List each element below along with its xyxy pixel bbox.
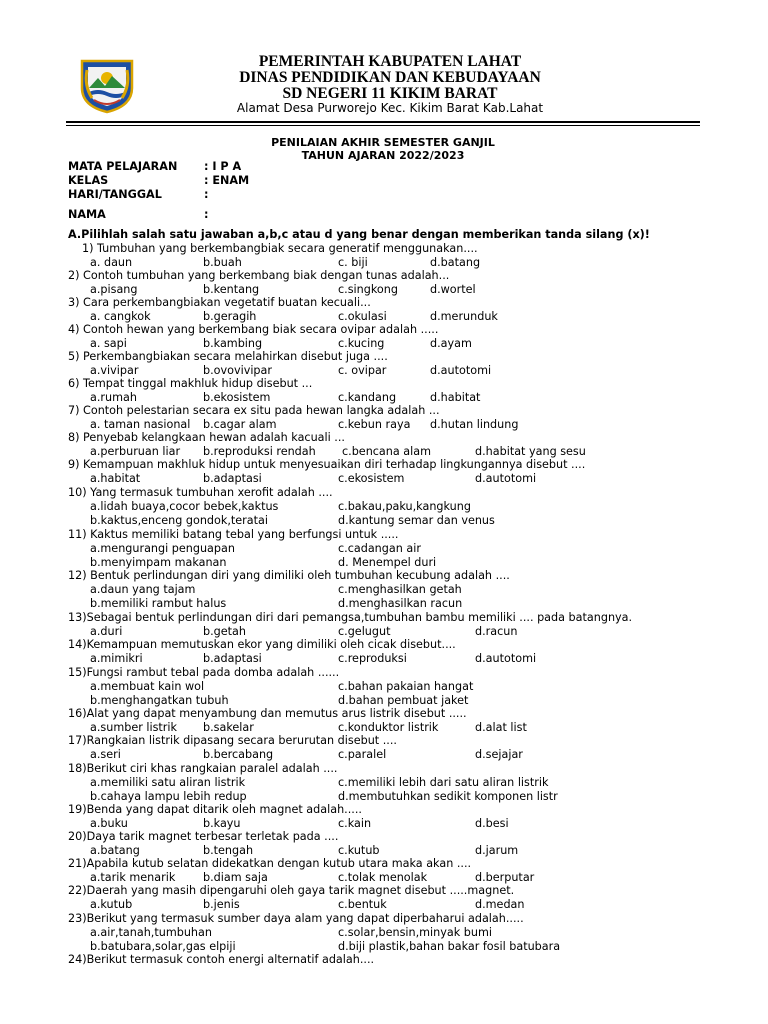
question-text: 7) Contoh pelestarian secara ex situ pada hewan langka adalah ... — [68, 404, 440, 417]
question-text: 8) Penyebab kelangkaan hewan adalah kacuali ... — [68, 431, 345, 444]
answer-option: c. biji — [338, 256, 368, 269]
info-label-date: HARI/TANGGAL — [68, 188, 162, 201]
answer-option: b.kentang — [203, 283, 260, 296]
answer-option: a. cangkok — [90, 310, 151, 323]
info-label-name: NAMA — [68, 208, 106, 221]
answer-option: b.buah — [203, 256, 242, 269]
answer-option: c.menghasilkan getah — [338, 583, 462, 596]
answer-option: d.ayam — [430, 337, 472, 350]
answer-option: b.ekosistem — [203, 391, 271, 404]
answer-option: a.memiliki satu aliran listrik — [90, 776, 246, 789]
question-text: 14)Kemampuan memutuskan ekor yang dimiliki oleh cicak disebut.... — [68, 638, 456, 651]
answer-option: d.autotomi — [475, 652, 537, 665]
answer-option: d.sejajar — [475, 748, 523, 761]
answer-option: a. sapi — [90, 337, 127, 350]
government-title: PEMERINTAH KABUPATEN LAHAT — [258, 53, 522, 70]
info-value-date: : — [204, 188, 209, 201]
answer-option: d.autotomi — [475, 472, 537, 485]
answer-option: b.adaptasi — [203, 472, 262, 485]
question-text: 19)Benda yang dapat ditarik oleh magnet adalah..... — [68, 803, 362, 816]
answer-option: d.hutan lindung — [430, 418, 519, 431]
answer-option: b.jenis — [203, 898, 240, 911]
answer-option: b.memiliki rambut halus — [90, 597, 227, 610]
answer-option: a.air,tanah,tumbuhan — [90, 926, 212, 939]
answer-option: b.adaptasi — [203, 652, 262, 665]
exam-title: PENILAIAN AKHIR SEMESTER GANJIL — [271, 136, 495, 149]
answer-option: d.batang — [430, 256, 481, 269]
question-text: 12) Bentuk perlindungan diri yang dimiliki oleh tumbuhan kecubung adalah .... — [68, 569, 510, 582]
answer-option: d.medan — [475, 898, 525, 911]
school-address: Alamat Desa Purworejo Kec. Kikim Barat Kab.Lahat — [236, 101, 544, 115]
answer-option: a. daun — [90, 256, 133, 269]
answer-option: c.reproduksi — [338, 652, 407, 665]
answer-option: b.reproduksi rendah — [203, 445, 316, 458]
answer-option: a.mengurangi penguapan — [90, 542, 235, 555]
question-text: 5) Perkembangbiakan secara melahirkan disebut juga .... — [68, 350, 388, 363]
answer-option: a.duri — [90, 625, 123, 638]
answer-option: a.perburuan liar — [90, 445, 181, 458]
answer-option: a.sumber listrik — [90, 721, 177, 734]
info-value-class: : ENAM — [204, 174, 250, 187]
answer-option: d.berputar — [475, 871, 535, 884]
answer-option: a.membuat kain wol — [90, 680, 205, 693]
answer-option: a.habitat — [90, 472, 141, 485]
answer-option: d.kantung semar dan venus — [338, 514, 495, 527]
question-text: 13)Sebagai bentuk perlindungan diri dari pemangsa,tumbuhan bambu memiliki .... pada batangnya. — [68, 611, 633, 624]
answer-option: d.biji plastik,bahan bakar fosil batubara — [338, 940, 561, 953]
answer-option: d.habitat yang sesu — [475, 445, 586, 458]
answer-option: d.racun — [475, 625, 518, 638]
answer-option: b.cahaya lampu lebih redup — [90, 790, 247, 803]
answer-option: d.bahan pembuat jaket — [338, 694, 469, 707]
answer-option: c.bencana alam — [342, 445, 432, 458]
answer-option: d.habitat — [430, 391, 481, 404]
answer-option: a.mimikri — [90, 652, 143, 665]
answer-option: c.kain — [338, 817, 372, 830]
question-text: 4) Contoh hewan yang berkembang biak secara ovipar adalah ..... — [68, 323, 439, 336]
info-value-subject: : I P A — [204, 160, 242, 173]
answer-option: b.kaktus,enceng gondok,teratai — [90, 514, 268, 527]
answer-option: c. ovipar — [338, 364, 387, 377]
answer-option: c.konduktor listrik — [338, 721, 439, 734]
instruction-text: A.Pilihlah salah satu jawaban a,b,c atau d yang benar dengan memberikan tanda silang (x)! — [68, 228, 650, 241]
answer-option: b.geragih — [203, 310, 257, 323]
answer-option: b.kambing — [203, 337, 263, 350]
question-text: 22)Daerah yang masih dipengaruhi oleh gaya tarik magnet disebut .....magnet. — [68, 884, 515, 897]
answer-option: b.sakelar — [203, 721, 254, 734]
answer-option: a.lidah buaya,cocor bebek,kaktus — [90, 500, 279, 513]
answer-option: a.kutub — [90, 898, 133, 911]
answer-option: c.bentuk — [338, 898, 387, 911]
answer-option: c.paralel — [338, 748, 387, 761]
info-label-subject: MATA PELAJARAN — [68, 160, 178, 173]
answer-option: a.vivipar — [90, 364, 139, 377]
answer-option: c.solar,bensin,minyak bumi — [338, 926, 492, 939]
question-text: 10) Yang termasuk tumbuhan xerofit adalah .... — [68, 486, 333, 499]
info-value-name: : — [204, 208, 209, 221]
kabupaten-lahat-logo — [79, 58, 135, 114]
answer-option: b.kayu — [203, 817, 241, 830]
answer-option: d.menghasilkan racun — [338, 597, 463, 610]
question-text: 23)Berikut yang termasuk sumber daya alam yang dapat diperbaharui adalah..... — [68, 912, 524, 925]
department-title: DINAS PENDIDIKAN DAN KEBUDAYAAN — [239, 69, 541, 86]
answer-option: b.batubara,solar,gas elpiji — [90, 940, 236, 953]
answer-option: b.diam saja — [203, 871, 268, 884]
answer-option: b.getah — [203, 625, 246, 638]
answer-option: d.besi — [475, 817, 509, 830]
answer-option: c.kucing — [338, 337, 385, 350]
answer-option: c.ekosistem — [338, 472, 405, 485]
exam-year: TAHUN AJARAN 2022/2023 — [301, 149, 465, 162]
answer-option: a.daun yang tajam — [90, 583, 196, 596]
answer-option: c.kebun raya — [338, 418, 411, 431]
question-text: 3) Cara perkembangbiakan vegetatif buatan kecuali... — [68, 296, 371, 309]
info-label-class: KELAS — [68, 174, 109, 187]
answer-option: a.tarik menarik — [90, 871, 176, 884]
answer-option: a.seri — [90, 748, 121, 761]
answer-option: c.singkong — [338, 283, 398, 296]
question-text: 2) Contoh tumbuhan yang berkembang biak dengan tunas adalah... — [68, 269, 450, 282]
answer-option: c.bakau,paku,kangkung — [338, 500, 471, 513]
answer-option: b.menyimpam makanan — [90, 556, 227, 569]
answer-option: b.ovovivipar — [203, 364, 272, 377]
question-text: 6) Tempat tinggal makhluk hidup disebut ... — [68, 377, 313, 390]
answer-option: d.autotomi — [430, 364, 492, 377]
answer-option: d.alat list — [475, 721, 527, 734]
answer-option: a.buku — [90, 817, 128, 830]
answer-option: c.kandang — [338, 391, 397, 404]
question-text: 1) Tumbuhan yang berkembangbiak secara generatif menggunakan.... — [82, 242, 478, 255]
question-text: 20)Daya tarik magnet terbesar terletak pada .... — [68, 830, 339, 843]
question-text: 21)Apabila kutub selatan didekatkan dengan kutub utara maka akan .... — [68, 857, 472, 870]
answer-option: a.rumah — [90, 391, 137, 404]
answer-option: b.cagar alam — [203, 418, 277, 431]
answer-option: c.bahan pakaian hangat — [338, 680, 474, 693]
question-text: 9) Kemampuan makhluk hidup untuk menyesuaikan diri terhadap lingkungannya disebut .... — [68, 458, 586, 471]
answer-option: c.okulasi — [338, 310, 387, 323]
answer-option: c.cadangan air — [338, 542, 421, 555]
answer-option: a. taman nasional — [90, 418, 191, 431]
answer-option: b.menghangatkan tubuh — [90, 694, 229, 707]
answer-option: c.tolak menolak — [338, 871, 428, 884]
answer-option: c.kutub — [338, 844, 380, 857]
answer-option: a.pisang — [90, 283, 138, 296]
answer-option: d.wortel — [430, 283, 476, 296]
question-text: 15)Fungsi rambut tebal pada domba adalah ...... — [68, 666, 340, 679]
question-text: 11) Kaktus memiliki batang tebal yang berfungsi untuk ..... — [68, 528, 399, 541]
header-rule-thick — [66, 121, 700, 123]
answer-option: b.bercabang — [203, 748, 274, 761]
answer-option: c.memiliki lebih dari satu aliran listrik — [338, 776, 549, 789]
question-text: 18)Berikut ciri khas rangkaian paralel adalah .... — [68, 762, 338, 775]
answer-option: a.batang — [90, 844, 140, 857]
answer-option: d.merunduk — [430, 310, 498, 323]
answer-option: b.tengah — [203, 844, 254, 857]
header-rule-thin — [66, 125, 700, 126]
answer-option: d.membutuhkan sedikit komponen listr — [338, 790, 558, 803]
question-text: 17)Rangkaian listrik dipasang secara berurutan disebut .... — [68, 734, 397, 747]
answer-option: c.gelugut — [338, 625, 391, 638]
answer-option: d. Menempel duri — [338, 556, 437, 569]
answer-option: d.jarum — [475, 844, 519, 857]
question-text: 24)Berikut termasuk contoh energi alternatif adalah.... — [68, 953, 375, 966]
question-text: 16)Alat yang dapat menyambung dan memutus arus listrik disebut ..... — [68, 707, 467, 720]
school-title: SD NEGERI 11 KIKIM BARAT — [282, 85, 498, 102]
